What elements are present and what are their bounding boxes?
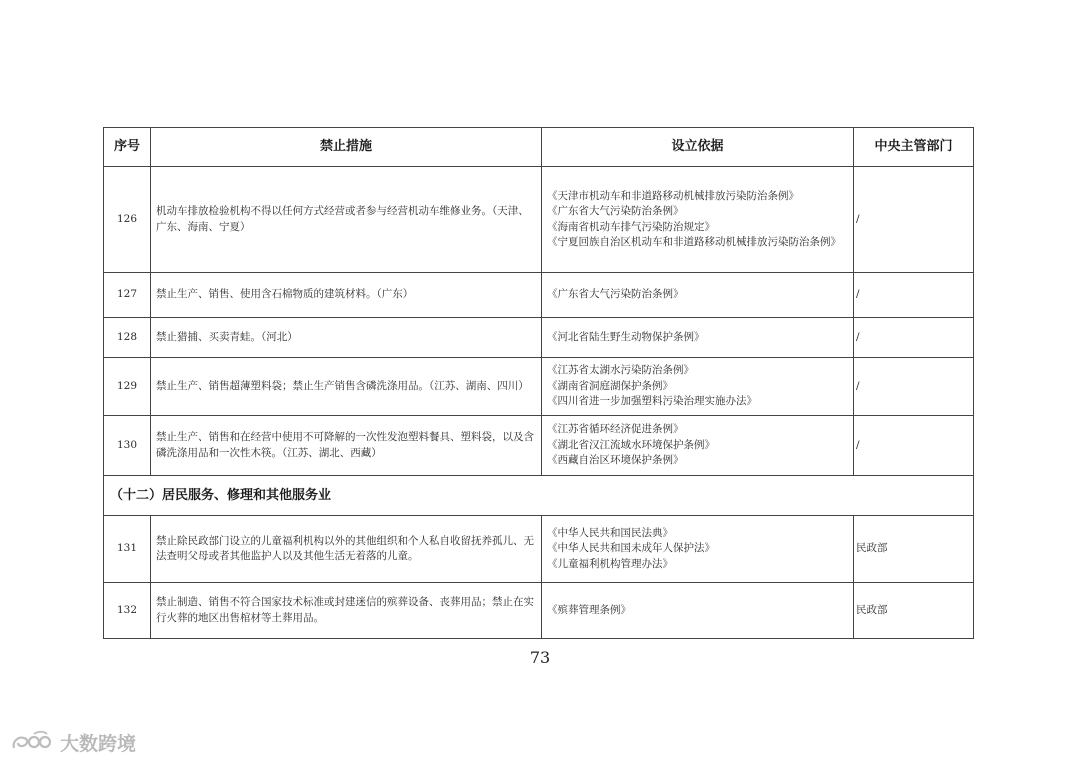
basis-item: 《河北省陆生野生动物保护条例》 — [547, 330, 705, 343]
table-row — [104, 516, 974, 583]
row-department: / — [854, 416, 974, 476]
row-department: / — [854, 358, 974, 416]
row-department: 民政部 — [854, 583, 974, 639]
row-measure: 禁止生产、销售超薄塑料袋；禁止生产销售含磷洗涤用品。（江苏、湖南、四川） — [151, 358, 542, 416]
row-basis — [542, 416, 854, 476]
watermark — [10, 728, 136, 756]
row-department: 民政部 — [854, 516, 974, 583]
section-title: （十二）居民服务、修理和其他服务业 — [104, 476, 974, 516]
row-measure: 禁止除民政部门设立的儿童福利机构以外的其他组织和个人私自收留抚养孤儿、无法查明父母或者其他监护人以及其他生活无着落的儿童。 — [151, 516, 542, 583]
basis-item: 《中华人民共和国未成年人保护法》 — [547, 542, 715, 555]
row-number: 127 — [104, 273, 151, 318]
row-number: 130 — [104, 416, 151, 476]
weibo-logo-icon — [10, 730, 54, 754]
basis-item: 《湖北省汉江流域水环境保护条例》 — [547, 438, 715, 451]
row-number: 126 — [104, 167, 151, 273]
header-department: 中央主管部门 — [854, 128, 974, 167]
basis-item: 《广东省大气污染防治条例》 — [547, 205, 684, 217]
row-number: 132 — [104, 583, 151, 639]
page-number: 73 — [529, 648, 551, 667]
row-measure: 机动车排放检验机构不得以任何方式经营或者参与经营机动车维修业务。（天津、广东、海南、宁夏） — [151, 167, 542, 273]
basis-item: 《中华人民共和国民法典》 — [547, 526, 673, 539]
basis-item: 《天津市机动车和非道路移动机械排放污染防治条例》 — [547, 189, 799, 202]
table-row — [104, 167, 974, 273]
row-measure: 禁止猎捕、买卖青蛙。（河北） — [151, 318, 542, 358]
basis-item: 《儿童福利机构管理办法》 — [547, 557, 673, 570]
row-basis — [542, 167, 854, 273]
basis-item: 《湖南省洞庭湖保护条例》 — [547, 379, 673, 392]
basis-item: 《四川省进一步加强塑料污染治理实施办法》 — [547, 395, 757, 408]
row-number: 131 — [104, 516, 151, 583]
table-row — [104, 358, 974, 416]
basis-item: 《江苏省太湖水污染防治条例》 — [547, 364, 694, 377]
basis-item: 《西藏自治区环境保护条例》 — [547, 454, 684, 467]
basis-item: 《殡葬管理条例》 — [547, 603, 631, 616]
row-measure: 禁止制造、销售不符合国家技术标准或封建迷信的殡葬设备、丧葬用品；禁止在实行火葬的地区出售棺材等土葬用品。 — [151, 583, 542, 639]
row-number: 129 — [104, 358, 151, 416]
basis-item: 《宁夏回族自治区机动车和非道路移动机械排放污染防治条例》 — [547, 236, 841, 248]
row-basis — [542, 318, 854, 358]
basis-item: 《海南省机动车排气污染防治规定》 — [547, 220, 715, 233]
row-basis — [542, 358, 854, 416]
table-row — [104, 583, 974, 639]
section-row — [104, 476, 974, 516]
header-basis: 设立依据 — [542, 128, 854, 167]
row-measure: 禁止生产、销售、使用含石棉物质的建筑材料。（广东） — [151, 273, 542, 318]
row-number: 128 — [104, 318, 151, 358]
row-basis — [542, 583, 854, 639]
watermark-text: 大数跨境 — [60, 732, 137, 755]
table-header-row — [104, 128, 974, 167]
row-department: / — [854, 273, 974, 318]
regulation-table — [103, 127, 974, 639]
table-row — [104, 416, 974, 476]
header-number: 序号 — [104, 128, 151, 167]
row-basis — [542, 273, 854, 318]
basis-item: 《江苏省循环经济促进条例》 — [547, 423, 684, 436]
basis-item: 《广东省大气污染防治条例》 — [547, 288, 684, 301]
header-measure: 禁止措施 — [151, 128, 542, 167]
table-row — [104, 273, 974, 318]
row-measure: 禁止生产、销售和在经营中使用不可降解的一次性发泡塑料餐具、塑料袋，以及含磷洗涤用品和一次性木筷。（江苏、湖北、西藏） — [151, 416, 542, 476]
row-department: / — [854, 318, 974, 358]
row-department: / — [854, 167, 974, 273]
table-row — [104, 318, 974, 358]
row-basis — [542, 516, 854, 583]
